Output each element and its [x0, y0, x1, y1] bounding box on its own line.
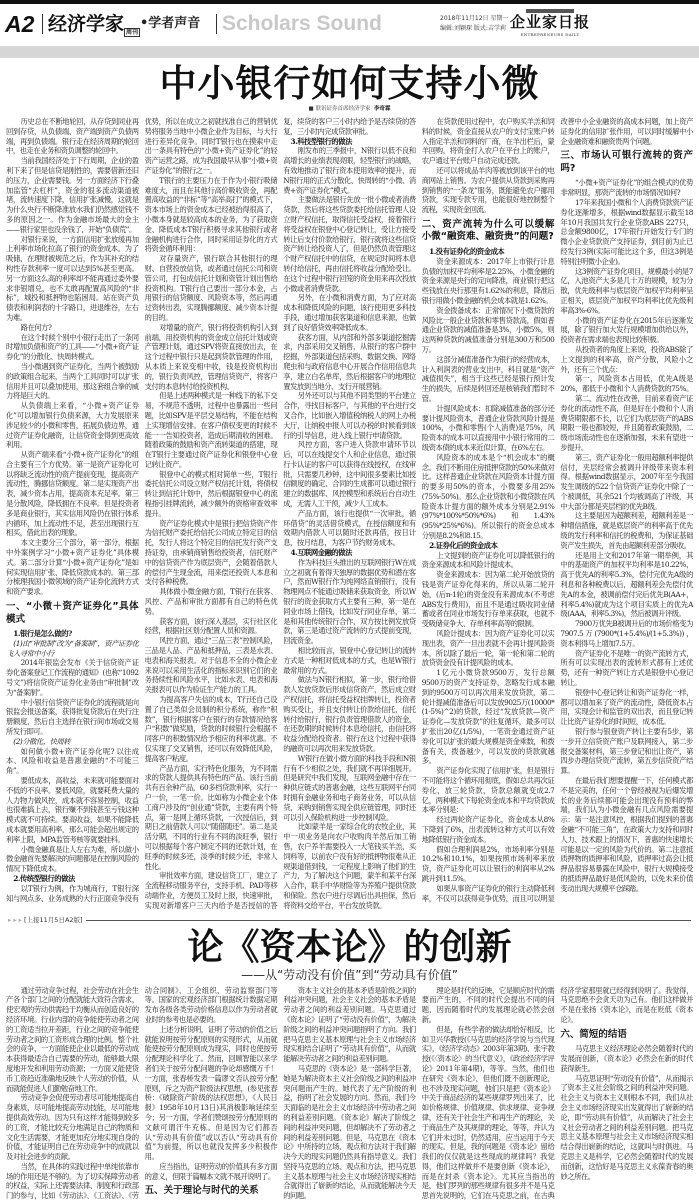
paragraph-text: 1亿元小微贷款9500万，发行总额9500万的资产支持证券，忽略发行成本融到的9500万可以再次用来发放贷款，第二轮计提减值准备后可以发放9025万(10000*(1-5%)^2)的贷款，经过“发放贷款—资产证券化—发放贷款”的往复循环，最多可以扩张出20亿(1/5%)，一笔资金通过资产证券化可以扩张的最大规模是资金乘数，和拨备有关，拨备越少，可以发放的贷款就越多。: [421, 668, 555, 766]
paragraph-text: 3.科技型银行的做法: [290, 136, 352, 146]
paragraph: [560, 511, 693, 550]
paragraph: [145, 254, 278, 323]
paragraph-text: 另外，在小微和消费方面，为了应对高成本和降低风险的问题，该行使用更多科技手段，通过增加获客渠道和信息来源，也做到了良好借贷效率降低成本。: [283, 293, 416, 332]
paragraph: [283, 195, 416, 293]
paragraph-text: “小微+资产证券化”的组合模式的优势非常明显，那资产流转的市场情况如何?: [560, 178, 693, 198]
paragraph-text: 二、资产流转为什么可以缓解小微“融资难、融资贵”的问题?: [421, 218, 555, 243]
header-band: [0, 46, 699, 58]
paragraph: [145, 587, 278, 616]
column-brand: [48, 11, 140, 37]
paragraph: [560, 619, 693, 648]
paragraph: [560, 198, 693, 267]
paragraph-text: 如何做小微+资产证券化呢? 以往成本、风险和收益是普惠金融的“不可能三角”。: [6, 746, 139, 776]
paragraph: [560, 1044, 693, 1073]
paragraph-text: T银行的主要压力在于作为小银行吸储难度大，而且在其他行高价吸收资金，再配置高收益的“非标”等“高举高打”的模式下，资本市场上的资金成本已经被抬得很高了，小微本身就是较高成本的业务，为了获取资金、降低成本T银行积极寻求其他银行或者金融机构进行合作，同时采用证券化的方式将资金循环利用：: [144, 175, 278, 254]
paragraph: [560, 453, 693, 512]
paragraph-text: 当前我国经济处于下行周期，企业的盈利下来了但是信贷是刚性的，需要借新还旧的压力，企业需要钱。另一方面经济下行叠加监管“去杠杆”，资金的很多流动渠道被堵，流转速度下降，信用扩张减慢，这就是为什么央行不断降准放水我们仍然感觉钱不多的原因之一。作为金融市场最大的金主——银行家里也没余钱了，开始“负债荒”。: [6, 156, 139, 234]
paragraph-text: 2.传统型银行的做法: [13, 873, 75, 883]
paragraph-text: 银行参与银登资产转让主要有5步，第一步开立信贷资产账户及联网接入，第二步报交备案材料，第三步登记和出让资产，第四步办理信贷资产流转，第五步信贷资产结算。: [560, 727, 693, 776]
section-name: •学者声音: [140, 16, 201, 31]
paragraph: [145, 470, 278, 519]
paragraph-text: 风控方面，客户进入贷款申请环节以后，可以在线提交个人和企业信息，通过银行卡认证的客户可以获得在线授权，在线审批，只需要几秒钟，这中间很多要素比如授信额度的确定、合同的生成都可以通过银行建立的数据库、风控模型和系统后台自动生成，无需人工干预，减少人工成本。: [283, 440, 416, 509]
paragraph-text: W银行在做小微方面的科技手段和N银行有不少相似之处，我们就不再详细展开。但是研究中我们发现，互联网金融中存在一种供应链式的普惠金融，这些互联网平台同时拥有金融业务和电子商务业务，可以从信贷，采购到销售实现全供应链管理，同时还可以引入保险机构进一步控制风险。: [283, 753, 416, 822]
issue-meta: [440, 14, 508, 34]
paragraph-text: 中小银行信贷资产证券化的流程就是向银监会报送备案，获得批复贷款后在央行注册额度，然后自主选择在银行间市场或交易所发行即可。: [6, 697, 139, 737]
logo-name: 企业家日报: [510, 13, 591, 31]
paragraph: [6, 156, 139, 234]
subheading: [283, 548, 416, 558]
paragraph: [283, 822, 416, 910]
subheading: [422, 541, 555, 551]
section-heading: [560, 150, 693, 175]
paragraph-text: 这主要是因为超额利差，超额利差是一种增信措施，就是底层资产的利率高于优先级的发行利率和信托的税费和，为保证基础资产发生损失，首先由超额利差部分吸收。: [560, 511, 693, 550]
paragraph: [6, 235, 139, 323]
paragraph-text: (2)分散化，快周转: [13, 736, 71, 746]
paragraph-text: 小微金融真是让人左右为难，所以做小微金融首先要解决的问题都是在控制风险的情况下降低成本。: [6, 844, 139, 874]
paragraph-continuation: 是这些现成的规律吗？我觉得，他们这样做并不是要创新《资本论》，而是在封杀《资本论》。尤其应当指出的是，他们罗列的那些规律有很多并不是马克思首先说明的，它们在马克思之前，在古典经济学家那里就已经得到说明了。我觉得，马克思绝不会贪天功为己有。他们这样做并不是在张扬《资本论》，而是在贬低《资本论》。: [421, 985, 693, 1201]
section-heading: [6, 601, 139, 626]
paragraph: [422, 551, 555, 571]
paragraph-continuation: 基本原理与社会主义市场经济现实相结合就得出了崭新的结论，从而就能解决今天的问题。: [283, 1171, 416, 1201]
paragraph: [6, 747, 139, 776]
paragraph-text: 风险资本的成本是个“机会成本”的概念。我们不断用住房抵押贷款的50%来做对比。这样普通企业贷款在风险资本计提方面的要多用50%的资本，小微要多用25%(75%-50%)。那么企业贷款和小微贷款在风险资本计提方面的额外成本分别是2.91%(97%*100%*50%*6%)和1.43%(95%*25%*6%)。所以银行的资金总成本分别是8.2%和8.15。: [421, 452, 555, 541]
paragraph: [283, 293, 416, 332]
paragraph-text: 资金拨备成本：正常情况下小微贷款的风险比一般企业贷款和零售贷款高，假如普通企业贷款的减值准备是3%，小微5%，则这两种贷款的减值准备分别是300万和500万。: [421, 305, 555, 354]
paragraph: [6, 401, 139, 450]
paragraph-text: 1.银行是怎么做的?: [13, 629, 72, 639]
paragraph: [422, 986, 555, 1025]
paragraph: [145, 323, 278, 392]
paragraph-text: 资产证券化实现了信用扩张，但是银行不可能将这个循环用彻底，假如总共再次证券化，放三轮贷款，贷款总额就变成2.7亿，两种模式下每轮资金成本和平均贷款成本率分别是：: [421, 766, 555, 815]
paragraph: [6, 362, 139, 401]
paragraph: [145, 391, 278, 469]
paragraph-text: 劳动竞争会促使劳动者尽可能地提高自身素质，尽可能地提高劳动技能，尽可能地提供高效劳动。因为只有这样才能得到较多的工资，才能比较充分地满足自己的物质和文化生活需要，才能更加充分地实现自身的价值，才能证明自己在劳动竞争中的成就以及对社会进步的贡献。: [6, 1093, 139, 1162]
paragraph-text: 这部分减值准备作为银行的经营成本，计入利润表的营业支出中，科目就是“资产减值损失”，相当于这些已经是银行预计发生的损失，后续是转回还是核销我们暂时不管。: [421, 354, 555, 403]
paragraph: [283, 333, 416, 392]
paragraph-text: 马克思证明“劳动没有价值”，从而揭示了资本主义社会阶级之间的利益冲突问题。社会主义与资本主义则根本不同，我们从社会主义市场经济现实出发就得出了崭新的结论，即“劳动具有价值”，从而解决了社会主义社会劳动者之间的利益差别问题。把马克思主义基本原理与社会主义市场经济现实相结合得出崭新的结论，这就叫与时俱进。马克思主义是科学，它必然会随着时代的发展而创新，这恰好是马克思主义永葆青春的奥妙之所在。: [560, 1073, 693, 1181]
paragraph-text: 计提风险成本：扣除减值准备的部分还要计提风险资本，普通企业贷款风险计提是100%，小微和零售(个人消费)是75%，风险资本的成本可以直接用中小银行常用的二级资本债的成本来近似计算，在6%左右。: [421, 403, 555, 452]
paragraph-text: 要低成本，高收益，未来就可能要面对不低的不良率。要低风险，就要耗费大量的人力物力做风控，成本就不容易控制，收益也很难搞上去，银行赚不到钱甚至亏钱这种模式就不可持续。要高收益，如果不能降低成本就要用高利率，那么可能会超出规定的利率上限，MPA监管考核等就要挂科。: [6, 776, 139, 844]
paragraph: [283, 646, 416, 675]
paragraph-text: 4.互联网金融的做法: [290, 548, 352, 558]
paragraph-text: 风险计提成本：因为资产证券化可以实现出表，资产一旦出表就不会再计提风险资本，所以除了最后一轮，第一轮和第二轮的放贷资金没有计提风险的成本。: [421, 629, 555, 668]
paragraph-text: 资产证券化模式中是银行把信贷资产作为信托财产委托给信托公司成立特定目的信托，发行人将这个特定目的信托发行资产支持证券，由承销商销售给投资者，信托财产中的信贷资产作为底层资产，会随着借款人的偿付产生现金流，用来偿还投资人本息和支付各种税费。: [144, 518, 278, 587]
subheading: [283, 137, 416, 147]
paragraph-text: 具体做小微金融方面，T银行在获客、风控、产品和审批方面都有自己的特色优势。: [144, 587, 278, 616]
paragraph-text: 理论是时代的反映，它是顺应时代的需要而产生的，不同的时代会提出不同的问题，因而随着时代的发展理论就必然会创新。: [421, 985, 555, 1024]
paragraph-text: 审批效率方面，建设信贷工厂，建立了全流程移动服务平台，支持手机、PAD等移动端作业，方便员工及时上报，快速审批，实现对新增客户三天内给予是否授信的答复，续贷的客户三小时内给予是否续贷的答复，三小时内完成贷款审批。: [144, 117, 416, 910]
divider: [42, 14, 43, 34]
paragraph-text: 路在何方?: [20, 322, 52, 332]
paragraph-text: 当然，在具体的实践过程中单纯依靠市场的作用还是不够的。为了切实保障劳动者的权益，实际上还需要法律、制度和行政部门的参与，比如《劳动法》、《工资法》、《劳动合同制》、工会组织、劳动监察部门等等。国家的宏观经济部门根据统计数据定期发布各级各类: [6, 985, 278, 1201]
paragraph: [145, 695, 278, 764]
paragraph-text: 还可以将成品羊肉等被放到该平台的电商网站上销售。为农户提供从贷款到采购再到销售的“一条龙”服务，既能避免农户挪用贷款，实现专款专用，也能很好地控制整个流程，实现资金回流。: [421, 165, 555, 215]
paragraph: [6, 450, 139, 538]
paragraph: [283, 986, 416, 1064]
subheading: [6, 629, 139, 639]
paragraph-text: 这3例资产证券化项目，规模最小的是7亿，入池资产大多是几十万的规模，较为分散，优先级利率与底层资产加权平均利率呈正相关，底层资产加权平均利率比优先级利率高3%-6%。: [560, 266, 693, 315]
paragraph-text: 马克思主义经济理论必然会随着时代的发展而创新，《资本论》必然会在新的时代获得新生。: [560, 1044, 693, 1073]
brand-name: 经济学家: [48, 13, 125, 35]
continuation-text: [上接11月5日A2版]: [24, 915, 83, 924]
paragraph: [560, 394, 693, 453]
article-title-2: 论《资本论》的创新: [187, 925, 512, 968]
issue-date: 2018年11月12日 星期一: [440, 15, 509, 22]
newspaper-logo: [510, 9, 590, 38]
paragraph-text: 如果从事资产证券化的银行主动降低利: [436, 883, 555, 893]
paragraph-text: 获客方面，该行深入基层，实行社区化经营，根据社区划分配置人员和资源。: [144, 616, 278, 636]
paragraph: [422, 355, 555, 404]
paragraph-text: (1)由“审批制”改为“备案制”，资产证券化飞入寻常中小行: [6, 638, 139, 658]
section-heading: [145, 1185, 278, 1198]
article-subtitle-2: ——从“劳动没有价值”到“劳动具有价值”: [241, 967, 458, 982]
paragraph-text: 还是用上文和2017年第一期举例，其中的基础资产的加权平均利率是10.22%，高于优先A的利率5.3%，偿付完优先A级的利息和各种税费以后，超额利差会先偿付优先A的本金，被调前偿付完后优先B(AA+，利率5.4%)就成为这个项目实质上的优先A级(AAA，利率5.3%)，然后被调升评级。: [560, 550, 693, 619]
paragraph: [6, 698, 139, 737]
paragraph-text: 资金来源成本：2017年上市银行计息负债的加权平均利率是2.25%，小微金融的资金来源是央行的定向降准，商业银行把这些钱放在央行那里有1.62%的利息，降准后银行用做小微金融的机会成本就是1.62%。: [421, 256, 555, 305]
paragraph: [422, 166, 555, 215]
paragraph: [560, 551, 693, 620]
article-body: [0, 117, 699, 911]
subheading: [6, 874, 139, 884]
paragraph: [6, 538, 139, 597]
byline: ■ 联讯证券首席经济学家 李奇霖: [308, 106, 391, 112]
paragraph: [560, 776, 693, 894]
paragraph-text: 三、市场认可银行流转的资产吗?: [560, 150, 693, 174]
paragraph: [283, 509, 416, 548]
paragraph-text: 当小微遇到资产证券化，当两个被鼓励的政策组合起来，当两个工具同时可以扩张信用并且可以叠加使用，那这套组合拳的威力将是巨大的。: [6, 361, 139, 401]
paragraph: [283, 146, 416, 195]
paragraph: [422, 306, 555, 355]
paragraph: [422, 404, 555, 453]
subheading: [6, 639, 139, 659]
paragraph: [6, 658, 139, 697]
paragraph: [422, 845, 555, 884]
article-body-2: [0, 986, 699, 1201]
paragraph: [283, 1064, 416, 1201]
paragraph-text: 上文提到的资产证券化可以降低银行的资金来源成本和风险计提成本。: [421, 550, 555, 570]
paragraph-continuation: 率，不仅可以获得竞争优势，而且可以明显改善中小企业融资的高成本问题，加上资产证券化的信用扩张作用，可以同时缓解中小企业融资难和融资贵两个问题。: [421, 117, 693, 903]
paragraph: [145, 617, 278, 637]
section-heading: [560, 1029, 693, 1042]
paragraph-text: 银登中心的模式相对简单一些，T银行委托信托公司设立财产权信托计划，将债权转让到信托计划中，然后根据银登中心的流程指引挂牌流转，减少额外的资格审查效率提升。: [144, 469, 278, 518]
paragraph: [560, 374, 693, 394]
arrow-icon: ▸ ▸ ▸: [8, 915, 24, 924]
paragraph-text: 应当指出，证明劳动的价值具有多方面的意义，但限于篇幅本文就不展开说明了。: [144, 1161, 278, 1181]
paragraph-text: 获客方面，从内部和外部多渠道挖掘需求，内部采用交叉销售，从银行的客户群中挖掘，外部渠道包括采购、数据交换、网络爬虫和与政府信息中心开展合作信用信息共享，建立白名单库，然后根据客户的地理位置发放到当地分、支行开展营销。: [283, 332, 416, 391]
byline-author: 李奇霖: [373, 106, 391, 112]
paragraph-text: 本文主要分三个部分，第一部分，根据中外案例学习“小微+资产证券化”具体模式。第二部分计算“小微+资产证券化”是如何实现信用扩张、降低贷款成本的。第三部分梳理我国小微领域的资产证券化流转方式和资产要求。: [6, 538, 139, 597]
paragraph-text: 为提高客户失信的成本，T行还自己设置了自己类似会员制的积分系统，称作“积数”，银行根据客户在银行的存款情况给客户“积数”做奖励，贷款的时候银行会根据不同客户的积数情况给予相应的利率优惠。不仅实现了交叉销售，还可以有效降低风险，提高客户粘度。: [144, 695, 278, 763]
paragraph-text: 1.没有证券化的资金成本: [429, 246, 505, 256]
editor-credits: 编辑:刘颖琛 版式:吉学莉: [440, 25, 506, 32]
paragraph-text: 第一，风险资本占用低，优先A级是20%，都低于小微和个人消费贷款的75%。: [560, 374, 693, 394]
paragraph: [6, 323, 139, 333]
paragraph-text: 产品方面，该行也提供“一次审批，循环借贷”的灵活借贷模式，在授信额度和有效期内借款人可以随时还款再借，按日计息，按月结息，为客户节约财务成本。: [283, 508, 416, 548]
paragraph: [283, 440, 416, 509]
paragraph: [6, 117, 139, 156]
paragraph-text: 通过劳动竞争过程，社会劳动在社会生产各个部门之间的分配就能大致符合需求，使宏观的劳动供需趋于均衡从而创造良好的经济环境。行业内部的竞争能使劳动者之间的工资适当拉开差距，行业之间的竞争能使劳动者之间的工资形成合理的比例。整个社会的竞争，一方面能使企业以最低的劳动成本获得最适合自己需要的劳动，能够最大限度地开发和利用劳动资源；一方面又能使货币工资趋近准确地反映个人劳动的价值，从而就能促进人们勤勉奋地工作。: [6, 985, 139, 1093]
paragraph-text: 在最后我们想要提醒一下，任何模式都不是完美的，任何一个曾经被视为后爆发增长的业务后续都可能会出现没有预料的弊端，我们认为小微金融有几点风险需要提示：第一是注意风控，根据我们提到的普惠金融“不可能三角”，在政策大力支持和同时人力、技术跟上的情况下，普惠的快速增长可能是以一定的风险为代价的。第二注意抵质押物的质押率和风险，质押率过高会让抵押品很容易暴露在风险中，银行大规模接受的抵质押品最好是低风险的，以免未来价值变动出现大规模平仓踩踏。: [560, 776, 693, 893]
paragraph: [560, 178, 693, 198]
paragraph: [6, 333, 139, 362]
paragraph-text: 刚发布的三季报中，N银行以低不良和高增长的业绩表现亮眼，轻型银行的战略，有效地推动了银行资本使用效率的提升，而N银行用的正式分散化、快周转的“小微、消费+资产证券化”模式。: [283, 146, 416, 195]
paragraph: [145, 764, 278, 872]
paragraph: [422, 570, 555, 629]
paragraph-continuation: 行差异化竞争。同时T银行也在摸索中走出一条具有特色的“小微+资产证券化”的轻资产运营之路，成为我国最早从事“小微+资产证券化”的银行之一。: [144, 136, 278, 175]
page-header: [0, 4, 699, 44]
paragraph-text: 银登中心登记转让和资产证券化一样，都可以增加来了资产的流动性，降低资本占用，实现会计和监管的双出表，而且登记转让比资产证券化的时间短，成本低。: [560, 687, 693, 727]
paragraph: [422, 815, 555, 844]
paragraph: [145, 176, 278, 254]
paragraph-text: 对银行来说，一方面信用扩张放缓再加上利率市场化拉高了银行的资金成本。为了吸储，在理财被规范之后，作为其补充的结构性存款利率一度可以达到5%甚至更高。另一方面这么高的利率却不能再通过委外要求非银增兑，也不太敢再配置高风险的“非标”，城投和抵押物也陷困局。站在资产负债表和利润表的十字路口，进退维谷，左右为难。: [6, 234, 139, 322]
brand-tag: 周刊: [126, 29, 139, 36]
paragraph-continuation: 然农户进行尽调后出具担保，然后将资料交给平台，平台发放贷款。: [283, 890, 416, 910]
paragraph: [6, 845, 139, 874]
paragraph: [560, 1074, 693, 1182]
paragraph: [422, 117, 555, 166]
paragraph-text: 第二，流动性在改善，目前来看资产证券化的流动性不高，但是好在小微和个人消费贷期限都不长，以它们为底层资产的ABS期限一般也都较短，并且随着政策鼓励，二级市场流动性也在逐渐加强，未来有望进一步提升。: [560, 393, 693, 452]
paragraph-text: 以T银行为例，作为城商行，T银行深知与网点多、业务成熟的大行正面竞争没有优势，所以在成立之初就找准自己的营销优势将服务当地中小微企业作为目标，与大行进: [6, 117, 278, 903]
paragraph-text: 另外还可以与其他不同类型的平台建立合作，寻找目标客户，与其他的平台进行交叉合作，比如嵌入增值税纳税人的网上办税大厅，让纳税申报人可以办税的时候看到该行的引导信息，进入线上银行申请贷款。: [283, 391, 416, 440]
paragraph-text: 相比较而言，银登中心登记转让的流转方式是一种相对低成本的方式，也是W银行最常用的方式。: [283, 646, 416, 675]
paragraph: [6, 986, 139, 1094]
subheading: [422, 247, 555, 257]
paragraph-text: 在贷款使用过程中，农户购买羊羔和饲料的时候，资金直接从农户的支付宝账户转入指定羊羔和饲料的厂商，在羊出栏后，蒙羊回购，将资金打入农户在平台上的账户，农户通过平台账户自动完成还款。: [421, 117, 555, 166]
paragraph-text: 从负债端上来看，“小微+资产证券化”可以增加银行负债来源，大力发展原来涉足较少的小微和零售，拓展负债边界，通过资产证券化融资，让信贷资金得到更高效利用。: [6, 401, 139, 450]
divider: [216, 14, 217, 34]
paragraph: [560, 688, 693, 727]
paragraph: [422, 629, 555, 668]
paragraph-text: 从资产端来看“小微+资产证券化”的组合主要有三个方优势。第一是资产证券化可以将缺乏流动性的资产提前变现，提高资产流动性，腾挪信贷额度。第二是实现资产出表，减少资本占用，提高资本充足率。第三是分散风险，降低拥在不良率。但是投资者多是商业银行，其实信用风险仍在银行体系内循环，加上流动性不足，甚至出现银行互相买，借此出表的现象。: [6, 450, 139, 538]
paragraph-text: 主要做法是银行先放一批小微或者消费贷款，然后将这些贷款委托给信托管理人设立财产权信托，取得信托受益权，接着银行将受益权在银登中心登记转让，受让方接受转让后支付价款给银行，银行就将这些信贷资产转让给投资人了，但是仍然负责管理这个财产权信托中的信贷，在规定时间将本息转付给信托，再由信托将收益分配给受让。在这个过程中银行回笼的资金用来再次投放小微或者消费贷款。: [283, 195, 416, 293]
paragraph-text: 马克思的《资本论》是一部科学巨著，她是为解决资本主义社会阶级之间的利益冲突问题而产生的。她代表了无产阶级的利益，指明了社会发展的方向。然而，我们今天面临的是社会主义市场经济中劳动者之间的利益差别问题。《资本论》解决了阶级之间的利益冲突问题，但却解决不了劳动者之间的利益差别问题。但是，马克思在《资本论》中所持的立场、观点和方法对于我们解决今天的现实问题仍然具有指导意义。我们坚持马克思的立场、观点和方法，把马克思主义: [283, 1063, 416, 1181]
paragraph: [560, 649, 693, 688]
paragraph: [422, 668, 555, 766]
paragraph: [560, 316, 693, 345]
paragraph-text: 2.证券化后的资金成本: [429, 540, 498, 550]
continuation-divider: [8, 915, 691, 926]
divider-line: [8, 920, 691, 921]
paragraph-text: 假如合理利润是2%，市场利率分别是10.2%和10.1%，如果按照市场利率来放贷，资产证券化可以让银行的利润率从2%跳升到11.5%。: [421, 844, 555, 883]
paragraph-text: 资产证券化不是唯一的资产流转方式，所有可以实现出表的流转形式都有上述优势，还有一种资产转让方式是银登中心登记转让。: [560, 648, 693, 688]
paragraph-text: 历史总在不断地轮回，从存贷到同业再回到存贷，从负债端、资产端到资产负债两端，再到负债端。银行走在经济周期的轮回中，也走在业务和资负调整的轮回中。: [6, 117, 139, 156]
paragraph: [560, 727, 693, 776]
paragraph-text: 从投资者的角度上来说，投资ABS除了上文提到的利率高，资产分散，风险小之外，还有三个优点：: [560, 344, 693, 374]
paragraph: [145, 1162, 278, 1182]
paragraph-text: 五、关于理论与时代的关系: [144, 1185, 259, 1197]
paragraph: [145, 636, 278, 695]
paragraph: [6, 776, 139, 845]
paragraph-text: 17年来我国小微和个人消费贷款资产证券化逐渐增多，根据wind数据显示截至18年10月我国共发行企业贷款ABS 227只，总金额9800亿，17年银行开始发行专门的微小企业贷款资产支持证券，到目前为止已经发行3例(实际可能比这个多，但这3例是特别注明微小企业)。: [560, 197, 693, 266]
paragraph-text: 但是，有些学者的做法却恰好相反，比如卫兴华教授(《马克思的经济学说与当代现实》，《经济学动态》2003年第3期)、张宇教授(《〈资本论〉的当代意义》，《政治经济学评论》2011年第4期)，等等。当然，他们也在研究《资本论》，但他们既不创新理论，也不涉及现实问题，他们只是把《资本论》中关于商品经济的某些规律罗列出来了，比如价格规律、价值规律、供求规律、竞争规律，还有关于社会生产和再生产的理论，关于商品生产及其规律的理论，等等，并认为它们并未过时，仍然适用，应当运用于今天的现实。但是，我的问题是《资本论》留给我们的仅仅就: [421, 1024, 555, 1162]
logo-name-english: ENTREPRENEURS DAILY: [520, 32, 580, 37]
paragraph: [283, 558, 416, 646]
paragraph: [283, 391, 416, 440]
paragraph: [145, 519, 278, 588]
paragraph: [560, 345, 693, 374]
paragraph-text: 7900万优先B被调升后的市场价格变为7907.5万(7900*(1+5.4%)/(1+5.3%))，资本利得马上增加7.5万。: [560, 619, 693, 648]
paragraph-text: 对增量的资产，银行将投资机构引入到前端，用投资机构的资金成立信托计划或资产管理计划，通过SPV将资直接放出去，在这个过程中银行只是起到贷款管理的作用，从本质上来说变相中收，钱是投资机构出的，银行负责风控，管理信贷资产，将客户支付的本息转付给投资机构。: [144, 322, 278, 391]
paragraph-text: 上述分析说明，证明了劳动的价值之后就能说明按劳分配原则的实现形式，从而就能使按劳分配原则成为现实，同时也使按劳分配理论科学化了。然而，回顾智能以来学者们关于按劳分配问题的争论却感慨万千！一方面，张春桥发表一篇谬文否认按劳分配原则，斥之为资产阶级法权思想，(参见张春桥：《破除资产阶级的法权思想》，《人民日报》1958年10月13日)其消极影响延续至今；另一方面，学者们赞颂按劳分配原则的文献可谓汗牛充栋。但是因为它们都否认“劳动具有价值”或以否认“劳动具有价值”为前提，所以也就没发挥多少积极作用。: [144, 1024, 278, 1162]
paragraph-continuation: 劳动价格信息以作为劳动者就业时的参考也是必要的。: [144, 1005, 278, 1024]
continuation-label: [8, 915, 86, 926]
paragraph-text: 六、简短的结语: [560, 1028, 627, 1040]
byline-org: 联讯证券首席经济学家: [315, 106, 371, 112]
section-heading: [422, 219, 555, 244]
paragraph-text: 2014年银监会发布《关于信贷资产证券化备案登记工作流程的通知》(也称“1092号文”)将信贷资产证券化业务由“审批制”改为“备案制”。: [6, 658, 139, 697]
section-name-english: Scholars Sound: [222, 12, 382, 35]
paragraph-text: 风控方面，通过“三品三表”控制风险，三品是人品、产品和抵押品，三表是水表、电表和海关报表。对于信息不全的小微企业来说可以采用生活化的指标来识别它们的业务持续性和风险水平，比如水表、电表和海关报表可以作为验证生产能力的工具。: [144, 636, 278, 695]
paragraph-text: 做法与N银行相似，第一步，银行给借款人发放贷款后形成信贷资产，然后成立财产权信托，将信托受益权挂牌转让，投资者购买受让，并且支付转让价款给信托，信托转付给银行，银行负责管理借款人的资金，在还款期的时候转付本息给信托，由信托将收益分配给投资者。银行在这个过程中获得的融资可以再次用来发放贷款。: [283, 675, 416, 753]
subheading: [6, 737, 139, 747]
paragraph-text: 在这个时候个别中小银行走出了一条同时增加负债和资产的工具——“小微+资产证券化”的分散化、快周转模式。: [6, 332, 139, 362]
paragraph: [422, 766, 555, 815]
paragraph-text: 第三，资产证券化一般用超额利率提供信付，夹层经常会被调升评级带来资本利得。根据wind数据显示，2007年至今我国发生调级的522个信贷资产证券化中除了一个被调低，其余521个均被调高了评级，其中大部分都是夹层档的优先B级。: [560, 452, 693, 511]
paragraph: [422, 453, 555, 541]
page-number: A2: [5, 11, 35, 37]
paragraph-text: 产品方面，实行特色化服务，为不同需求的贷款人提供具有特色的产品。该行当前共有百余种产品，60多档贷款利率，实行一户一价，一笔一价。比如称为小微企业个体工商户涉及的“创业通”贷款，主要有两个特点，第一是网上循环贷款，一次授信后，到期日之前借款人可以“随借随还”。第二是灵活分期，不同的行业有不同的淡旺季，银行可以根据每个客户制定不同的还款计划，在旺季的时候多还，淡季的时候少还，非常人性化。: [144, 763, 278, 871]
paragraph: [6, 1093, 139, 1162]
paragraph-text: 经过两轮资产证券化，资金成本从8%下降到了6%，出表流转这种方式可以有效地降低银行资金成本。: [421, 815, 555, 844]
paragraph: [560, 267, 693, 316]
paragraph-text: 作为科技巨头推出的互联网银行W在成立之初就有着得天独厚的数据优势和潜在客户，然而W银行作为纯网络直销银行，没有物理网点不能通过吸储来获取资金，所以W银行的资金获取方式主要有三种，第一是在同业市场上借钱，比如发行同业存单，第二是和其他传统银行合作，双方按比例发放贷款，第三是通过资产流转的方式提前变现，回流资金。: [283, 557, 416, 646]
paragraph: [283, 675, 416, 753]
paragraph-text: 小微的资产证券化在2015年后逐渐发展，除了银行加大发行规模增加供给以外，投资者在需求端也表现比较积极。: [560, 315, 693, 345]
article-title: 中小银行如何支持小微: [159, 61, 540, 105]
paragraph: [283, 754, 416, 823]
paragraph: [145, 1025, 278, 1162]
paragraph-text: 资金来源成本：因为第二轮开始放贷的钱是资产证券化得来的，所以从第二轮开始，(后n-1轮)的资金没有来源成本(不考虑ABS发行费用)，而且不是通过吸收同业储蓄或者在同业市场发行存单来获取，也就不受吸储竞争大、存单利率高等的限制。: [421, 570, 555, 629]
paragraph-text: 资本主义社会的基本矛盾是阶级之间的利益冲突问题，社会主义社会的基本矛盾是劳动者之间的利益差别问题。马克思通过《资本论》证明了“劳动没有价值”，为解决阶级之间的利益冲突问题指明了方向。我们把马克思主义基本原理与社会主义市场经济现实相结合证明了“劳动具有价值”，从而就能解决劳动者之间的利益差别问题。: [283, 985, 416, 1064]
paragraph-text: 比如蒙羊是一家综合化的农牧企业，其中一项业务是向农户收购肉羊然后加工销售，农户养羊需要投入一大笔钱买羊羔，买饲料等，以前农户没有好的抵押物很难从正规渠道借到钱，一定程度上影响了他们的生产力，为了解决这个问题，蒙羊和某平台深入合作，联手中华财险等为养殖户提供贷款和保险。: [283, 822, 416, 900]
paragraph: [422, 257, 555, 306]
paragraph-text: 一、“小微＋资产证券化”具体模式: [6, 601, 139, 625]
paragraph-text: 但是上述两种模式是一种线下的私下交易，不规范不透明，过程中也暴露出一些问题，比如SPV是平层交易结构，不能在结构上实现增信安排。在客户债权变更的时候不能一一告知投资者，造成后期清收的困难。随着政策的鼓励和资产流转渠道的搭建，现在T银行主要通过资产证券化和银登中心登记转让资产。: [144, 391, 278, 469]
paragraph-text: 对存量资产，银行联合其他银行的理财、自营投放信贷，或者通过信托公司和资管公司，打包成信托计划和资管计划出售给投资机构。T银行自己要出一部分本金，占用银行的信贷额度、风险资本等，然后再通过资转出表，实现腾挪额度、减少资本计提的目的。: [144, 254, 278, 322]
